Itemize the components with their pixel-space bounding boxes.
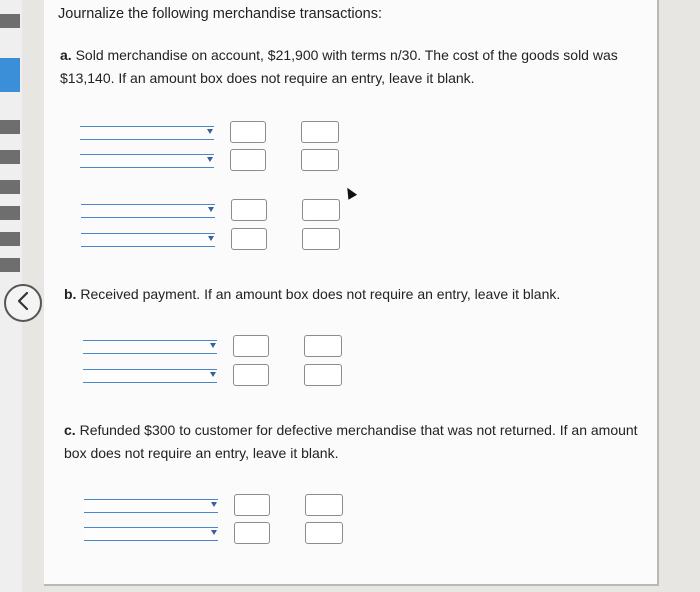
caret-down-icon — [208, 236, 214, 241]
mouse-pointer-icon — [343, 185, 357, 200]
debit-amount-input[interactable] — [231, 199, 267, 221]
debit-amount-input[interactable] — [233, 364, 269, 386]
credit-amount-input[interactable] — [301, 121, 339, 143]
debit-amount-input[interactable] — [234, 522, 270, 544]
caret-down-icon — [211, 502, 217, 507]
edge-stripe — [0, 150, 20, 164]
credit-amount-input[interactable] — [304, 335, 342, 357]
instructions-heading: Journalize the following merchandise transactions: — [58, 6, 383, 22]
credit-amount-input[interactable] — [305, 494, 343, 516]
credit-amount-input[interactable] — [302, 228, 340, 250]
edge-stripe — [0, 206, 20, 220]
question-letter: a. — [60, 47, 72, 63]
edge-stripe-highlight — [0, 58, 20, 92]
caret-down-icon — [208, 207, 214, 212]
account-dropdown[interactable] — [83, 369, 217, 383]
account-dropdown[interactable] — [84, 527, 218, 541]
credit-amount-input[interactable] — [302, 199, 340, 221]
credit-amount-input[interactable] — [305, 522, 343, 544]
edge-stripe — [0, 232, 20, 246]
edge-stripe — [0, 14, 20, 28]
caret-down-icon — [207, 157, 213, 162]
account-dropdown[interactable] — [80, 154, 214, 168]
question-text: Sold merchandise on account, $21,900 with terms n/30. The cost of the goods sold was $13,140. If an amount box does not require an entry, leave it blank. — [60, 47, 618, 86]
edge-stripe — [0, 120, 20, 134]
question-c — [64, 419, 639, 465]
account-dropdown[interactable] — [80, 126, 214, 140]
credit-amount-input[interactable] — [301, 149, 339, 171]
caret-down-icon — [210, 343, 216, 348]
debit-amount-input[interactable] — [234, 494, 270, 516]
credit-amount-input[interactable] — [304, 364, 342, 386]
edge-stripe — [0, 180, 20, 194]
question-letter: c. — [64, 422, 76, 438]
caret-down-icon — [211, 530, 217, 535]
account-dropdown[interactable] — [84, 499, 218, 513]
question-letter: b. — [64, 286, 77, 302]
question-a — [60, 44, 650, 90]
account-dropdown[interactable] — [81, 204, 215, 218]
account-dropdown[interactable] — [83, 340, 217, 354]
caret-down-icon — [207, 129, 213, 134]
question-text: Refunded $300 to customer for defective merchandise that was not returned. If an amount box does not require an entry, leave it blank. — [64, 422, 638, 461]
question-sheet — [44, 0, 659, 586]
debit-amount-input[interactable] — [233, 335, 269, 357]
debit-amount-input[interactable] — [231, 228, 267, 250]
caret-down-icon — [210, 372, 216, 377]
edge-stripe — [0, 258, 20, 272]
back-button[interactable] — [4, 284, 42, 322]
debit-amount-input[interactable] — [230, 149, 266, 171]
account-dropdown[interactable] — [81, 233, 215, 247]
debit-amount-input[interactable] — [230, 121, 266, 143]
question-text: Received payment. If an amount box does not require an entry, leave it blank. — [80, 286, 561, 302]
question-b — [64, 283, 654, 306]
chevron-left-icon — [15, 291, 31, 316]
